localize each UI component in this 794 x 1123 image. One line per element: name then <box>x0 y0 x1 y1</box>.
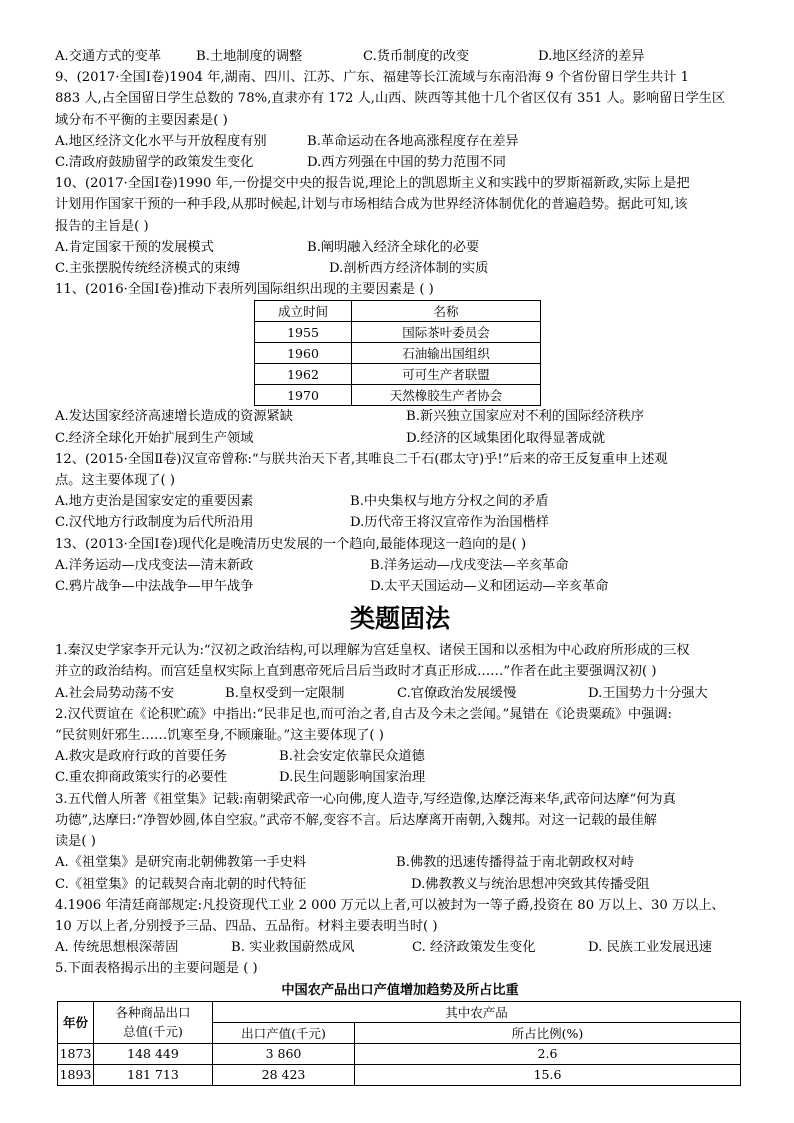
table-cell: 1893 <box>58 1064 94 1085</box>
p1-options <box>55 683 745 704</box>
table-header-total <box>94 1001 213 1043</box>
export-table-caption: 中国农产品出口产值增加趋势及所占比重 <box>281 982 519 998</box>
table-header-total-line: 各种商品出口 <box>115 1005 191 1021</box>
table-cell: 天然橡胶生产者协会 <box>352 385 541 406</box>
p4-options <box>55 937 745 958</box>
q10-option-d: D.剖析西方经济体制的实质 <box>329 261 489 277</box>
q9-stem-line-3: 域分布不平衡的主要因素是( ) <box>55 112 228 128</box>
table-header-row <box>58 1001 741 1022</box>
q12-option-c: C.汉代地方行政制度为后代所沿用 <box>55 515 254 531</box>
p2-option-b: B.社会安定依靠民众道德 <box>279 749 425 765</box>
table-header-ratio: 所占比例(%) <box>355 1022 741 1043</box>
q8-option-d: D.地区经济的差异 <box>538 49 645 64</box>
export-table <box>57 1001 741 1086</box>
q8-option-c: C.货币制度的改变 <box>363 49 470 64</box>
p3-stem-line-3: 读是( ) <box>55 834 96 850</box>
q11-options-row-2 <box>55 428 745 449</box>
p1-option-b: B.皇权受到一定限制 <box>225 685 345 701</box>
table-header: 名称 <box>352 301 541 322</box>
table-cell: 181 713 <box>94 1064 213 1085</box>
q9-option-a: A.地区经济文化水平与开放程度有别 <box>55 133 267 149</box>
table-header-value: 出口产值(千元) <box>213 1022 355 1043</box>
p2-stem-line-2: “民贫则奸邪生……饥寒至身,不顾廉耻。”这主要体现了( ) <box>55 728 384 744</box>
organizations-table <box>254 300 541 406</box>
table-header: 成立时间 <box>255 301 352 322</box>
q12-stem-line-1: 12、(2015·全国Ⅱ卷)汉宣帝曾称:“与朕共治天下者,其唯良二千石(郡太守)乎!”后来的帝王反复重申上述观 <box>55 451 668 467</box>
q10-option-b: B.阐明融入经济全球化的必要 <box>307 239 480 255</box>
p3-option-a: A.《祖堂集》是研究南北朝佛教第一手史料 <box>55 855 307 871</box>
p2-options-row-2 <box>55 767 745 788</box>
q10-stem-line-2: 计划用作国家干预的一种手段,从那时候起,计划与市场相结合成为世界经济体制优化的普遍趋势。据此可知,该 <box>55 197 688 213</box>
q12-options-row-2 <box>55 512 745 533</box>
table-cell: 1955 <box>255 322 352 343</box>
table-row <box>58 1064 741 1085</box>
q9-option-c: C.清政府鼓励留学的政策发生变化 <box>55 155 254 171</box>
p2-option-d: D.民生问题影响国家治理 <box>279 770 426 786</box>
q10-options-row-1 <box>55 237 745 258</box>
table-cell: 3 860 <box>213 1043 355 1064</box>
p1-stem-line-2: 并立的政治结构。而宫廷皇权实际上直到惠帝死后吕后当政时才真正形成……”作者在此主要强调汉初( ) <box>55 664 657 680</box>
p5-stem: 5.下面表格揭示出的主要问题是 ( ) <box>55 961 258 977</box>
q13-option-a: A.洋务运动—戊戌变法—清末新政 <box>55 557 254 573</box>
section-title: 类题固法 <box>349 604 450 634</box>
q12-options-row-1 <box>55 491 745 512</box>
table-cell: 28 423 <box>213 1064 355 1085</box>
q9-options-row-2 <box>55 152 745 173</box>
table-cell: 石油输出国组织 <box>352 343 541 364</box>
table-header-year: 年份 <box>58 1001 94 1043</box>
table-header-group: 其中农产品 <box>213 1001 741 1022</box>
table-cell: 2.6 <box>355 1043 741 1064</box>
q9-option-b: B.革命运动在各地高涨程度存在差异 <box>307 133 519 149</box>
p4-option-c: C. 经济政策发生变化 <box>412 940 536 956</box>
table-cell: 148 449 <box>94 1043 213 1064</box>
q8-option-a: A.交通方式的变革 <box>55 49 162 64</box>
table-cell: 1873 <box>58 1043 94 1064</box>
q8-option-b: B.土地制度的调整 <box>196 49 303 64</box>
q11-stem: 11、(2016·全国Ⅰ卷)推动下表所列国际组织出现的主要因素是 ( ) <box>55 282 434 298</box>
p3-options-row-1 <box>55 852 745 873</box>
table-row <box>255 343 541 364</box>
q11-options-row-1 <box>55 406 745 427</box>
q10-stem-line-3: 报告的主旨是( ) <box>55 218 149 234</box>
p4-stem-line-1: 4.1906 年清廷商部规定:凡投资现代工业 2 000 万元以上者,可以被封为一等子爵,投资在 80 万以上、30 万以上、 <box>55 897 725 913</box>
table-cell: 国际茶叶委员会 <box>352 322 541 343</box>
q10-stem-line-1: 10、(2017·全国Ⅰ卷)1990 年,一份提交中央的报告说,理论上的凯恩斯主义和实践中的罗斯福新政,实际上是把 <box>55 176 690 192</box>
q13-options-row-2 <box>55 576 745 597</box>
p3-stem-line-1: 3.五代僧人所著《祖堂集》记载:南朝梁武帝一心向佛,度人造寺,写经造像,达摩泛海来华,武帝问达摩“何为真 <box>55 791 676 807</box>
p3-stem-line-2: 功德”,达摩曰:“净智妙圆,体自空寂。”武帝不解,变容不言。后达摩离开南朝,入魏邦。对这一记载的最佳解 <box>55 812 657 828</box>
table-header-total-line: 总值(千元) <box>123 1024 183 1040</box>
q10-option-a: A.肯定国家干预的发展模式 <box>55 239 214 255</box>
p2-option-a: A.救灾是政府行政的首要任务 <box>55 749 227 765</box>
table-row <box>255 364 541 385</box>
table-cell: 1960 <box>255 343 352 364</box>
q11-option-d: D.经济的区域集团化取得显著成就 <box>406 430 605 446</box>
q11-option-c: C.经济全球化开始扩展到生产领域 <box>55 430 254 446</box>
q9-stem-line-2: 883 人,占全国留日学生总数的 78%,直隶亦有 172 人,山西、陕西等其他十几个省区仅有 351 人。影响留日学生区 <box>55 91 726 107</box>
q8-options <box>55 46 745 67</box>
table-header-row <box>255 301 541 322</box>
p2-stem-line-1: 2.汉代贾谊在《论积贮疏》中指出:“民非足也,而可治之者,自古及今未之尝闻。”晁错在《论贵粟疏》中强调: <box>55 706 672 722</box>
q12-option-a: A.地方吏治是国家安定的重要因素 <box>55 494 254 510</box>
p4-stem-line-2: 10 万以上者,分别授予三品、四品、五品衔。材料主要表明当时( ) <box>55 918 438 934</box>
p1-option-c: C.官僚政治发展缓慢 <box>397 685 517 701</box>
q11-option-a: A.发达国家经济高速增长造成的资源紧缺 <box>55 409 293 425</box>
q10-options-row-2 <box>55 258 745 279</box>
q13-option-d: D.太平天国运动—义和团运动—辛亥革命 <box>370 579 609 595</box>
table-cell: 可可生产者联盟 <box>352 364 541 385</box>
p4-option-a: A. 传统思想根深蒂固 <box>55 940 179 956</box>
q11-option-b: B.新兴独立国家应对不利的国际经济秩序 <box>406 409 645 425</box>
table-cell: 1970 <box>255 385 352 406</box>
q12-stem-line-2: 点。这主要体现了( ) <box>55 473 175 489</box>
p2-option-c: C.重农抑商政策实行的必要性 <box>55 770 228 786</box>
p3-options-row-2 <box>55 874 745 895</box>
q13-options-row-1 <box>55 555 745 576</box>
p1-stem-line-1: 1.秦汉史学家李开元认为:“汉初之政治结构,可以理解为宫廷皇权、诸侯王国和以丞相为中心政府所形成的三权 <box>55 643 690 659</box>
q12-option-b: B.中央集权与地方分权之间的矛盾 <box>350 494 549 510</box>
q13-option-c: C.鸦片战争—中法战争—甲午战争 <box>55 579 254 595</box>
q9-options-row-1 <box>55 131 745 152</box>
p4-option-b: B. 实业救国蔚然成风 <box>231 940 355 956</box>
p3-option-b: B.佛教的迅速传播得益于南北朝政权对峙 <box>396 855 635 871</box>
table-row <box>58 1043 741 1064</box>
p4-option-d: D. 民族工业发展迅速 <box>588 940 712 956</box>
p1-option-a: A.社会局势动荡不安 <box>55 685 175 701</box>
p3-option-c: C.《祖堂集》的记载契合南北朝的时代特征 <box>55 876 307 892</box>
q13-option-b: B.洋务运动—戊戌变法—辛亥革命 <box>370 557 569 573</box>
q9-stem-line-1: 9、(2017·全国Ⅰ卷)1904 年,湖南、四川、江苏、广东、福建等长江流域与东南沿海 9 个省份留日学生共计 1 <box>55 70 690 86</box>
table-cell: 15.6 <box>355 1064 741 1085</box>
table-row <box>255 322 541 343</box>
p2-options-row-1 <box>55 746 745 767</box>
exam-page <box>55 46 745 1086</box>
p3-option-d: D.佛教教义与统治思想冲突致其传播受阻 <box>411 876 650 892</box>
q10-option-c: C.主张摆脱传统经济模式的束缚 <box>55 261 241 277</box>
q12-option-d: D.历代帝王将汉宣帝作为治国楷样 <box>350 515 549 531</box>
table-cell: 1962 <box>255 364 352 385</box>
q9-option-d: D.西方列强在中国的势力范围不同 <box>307 155 506 171</box>
p1-option-d: D.王国势力十分强大 <box>588 685 708 701</box>
table-row <box>255 385 541 406</box>
q13-stem: 13、(2013·全国Ⅰ卷)现代化是晚清历史发展的一个趋向,最能体现这一趋向的是( ) <box>55 536 527 552</box>
